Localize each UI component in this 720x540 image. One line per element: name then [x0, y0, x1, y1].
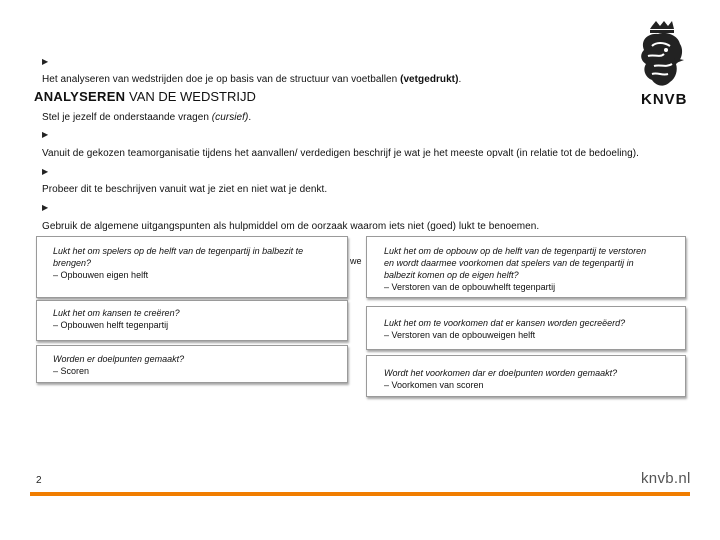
bullet-line-analyse: Het analyseren van wedstrijden doe je op basis van de structuur van voetballen (vetgedrukt). [42, 74, 462, 85]
stray-text: we [350, 256, 362, 266]
question-text: Lukt het om spelers op de helft van de tegenpartij in balbezit te brengen? – Opbouwen eigen helft [53, 246, 304, 280]
bullet-line-beschrijven: Probeer dit te beschrijven vanuit wat je ziet en niet wat je denkt. [42, 184, 328, 195]
lion-icon [630, 20, 694, 92]
bullet-marker: ▶ [42, 57, 49, 66]
footer-site-logo: knvb.nl [641, 470, 691, 487]
bullet-line-teamorganisatie: Vanuit de gekozen teamorganisatie tijdens het aanvallen/ verdedigen beschrijf je wat je het meeste opvalt (in relatie tot de bedoeling). [42, 148, 639, 159]
knvb-lion-logo [630, 20, 694, 92]
question-text: Lukt het om kansen te creëren? – Opbouwen helft tegenpartij [53, 308, 180, 330]
bullet-marker: ▶ [42, 203, 49, 212]
question-text: Lukt het om de opbouw op de helft van de tegenpartij te verstoren en wordt daarmee voorkomen dat spelers van de tegenpartij in balbezit komen op de eigen helft? – Verstoren van de opbouwhelft tegenpartij [384, 246, 647, 292]
brand-wordmark: KNVB [641, 91, 688, 108]
bullet-marker: ▶ [42, 167, 49, 176]
bullet-marker: ▶ [42, 130, 49, 139]
question-text: Wordt het voorkomen dar er doelpunten worden gemaakt? – Voorkomen van scoren [384, 368, 618, 390]
footer-accent-bar [30, 492, 690, 496]
bullet-line-uitgangspunten: Gebruik de algemene uitgangspunten als hulpmiddel om de oorzaak waarom iets niet (goed) lukt te benoemen. [42, 221, 540, 232]
bullet-line-vragen: Stel je jezelf de onderstaande vragen (cursief). [42, 112, 252, 123]
question-text: Lukt het om te voorkomen dat er kansen worden gecreëerd? – Verstoren van de opbouweigen helft [384, 318, 626, 340]
question-text: Worden er doelpunten gemaakt? – Scoren [53, 354, 185, 376]
page-number: 2 [36, 475, 42, 486]
page-title: ANALYSEREN VAN DE WEDSTRIJD [34, 89, 256, 104]
